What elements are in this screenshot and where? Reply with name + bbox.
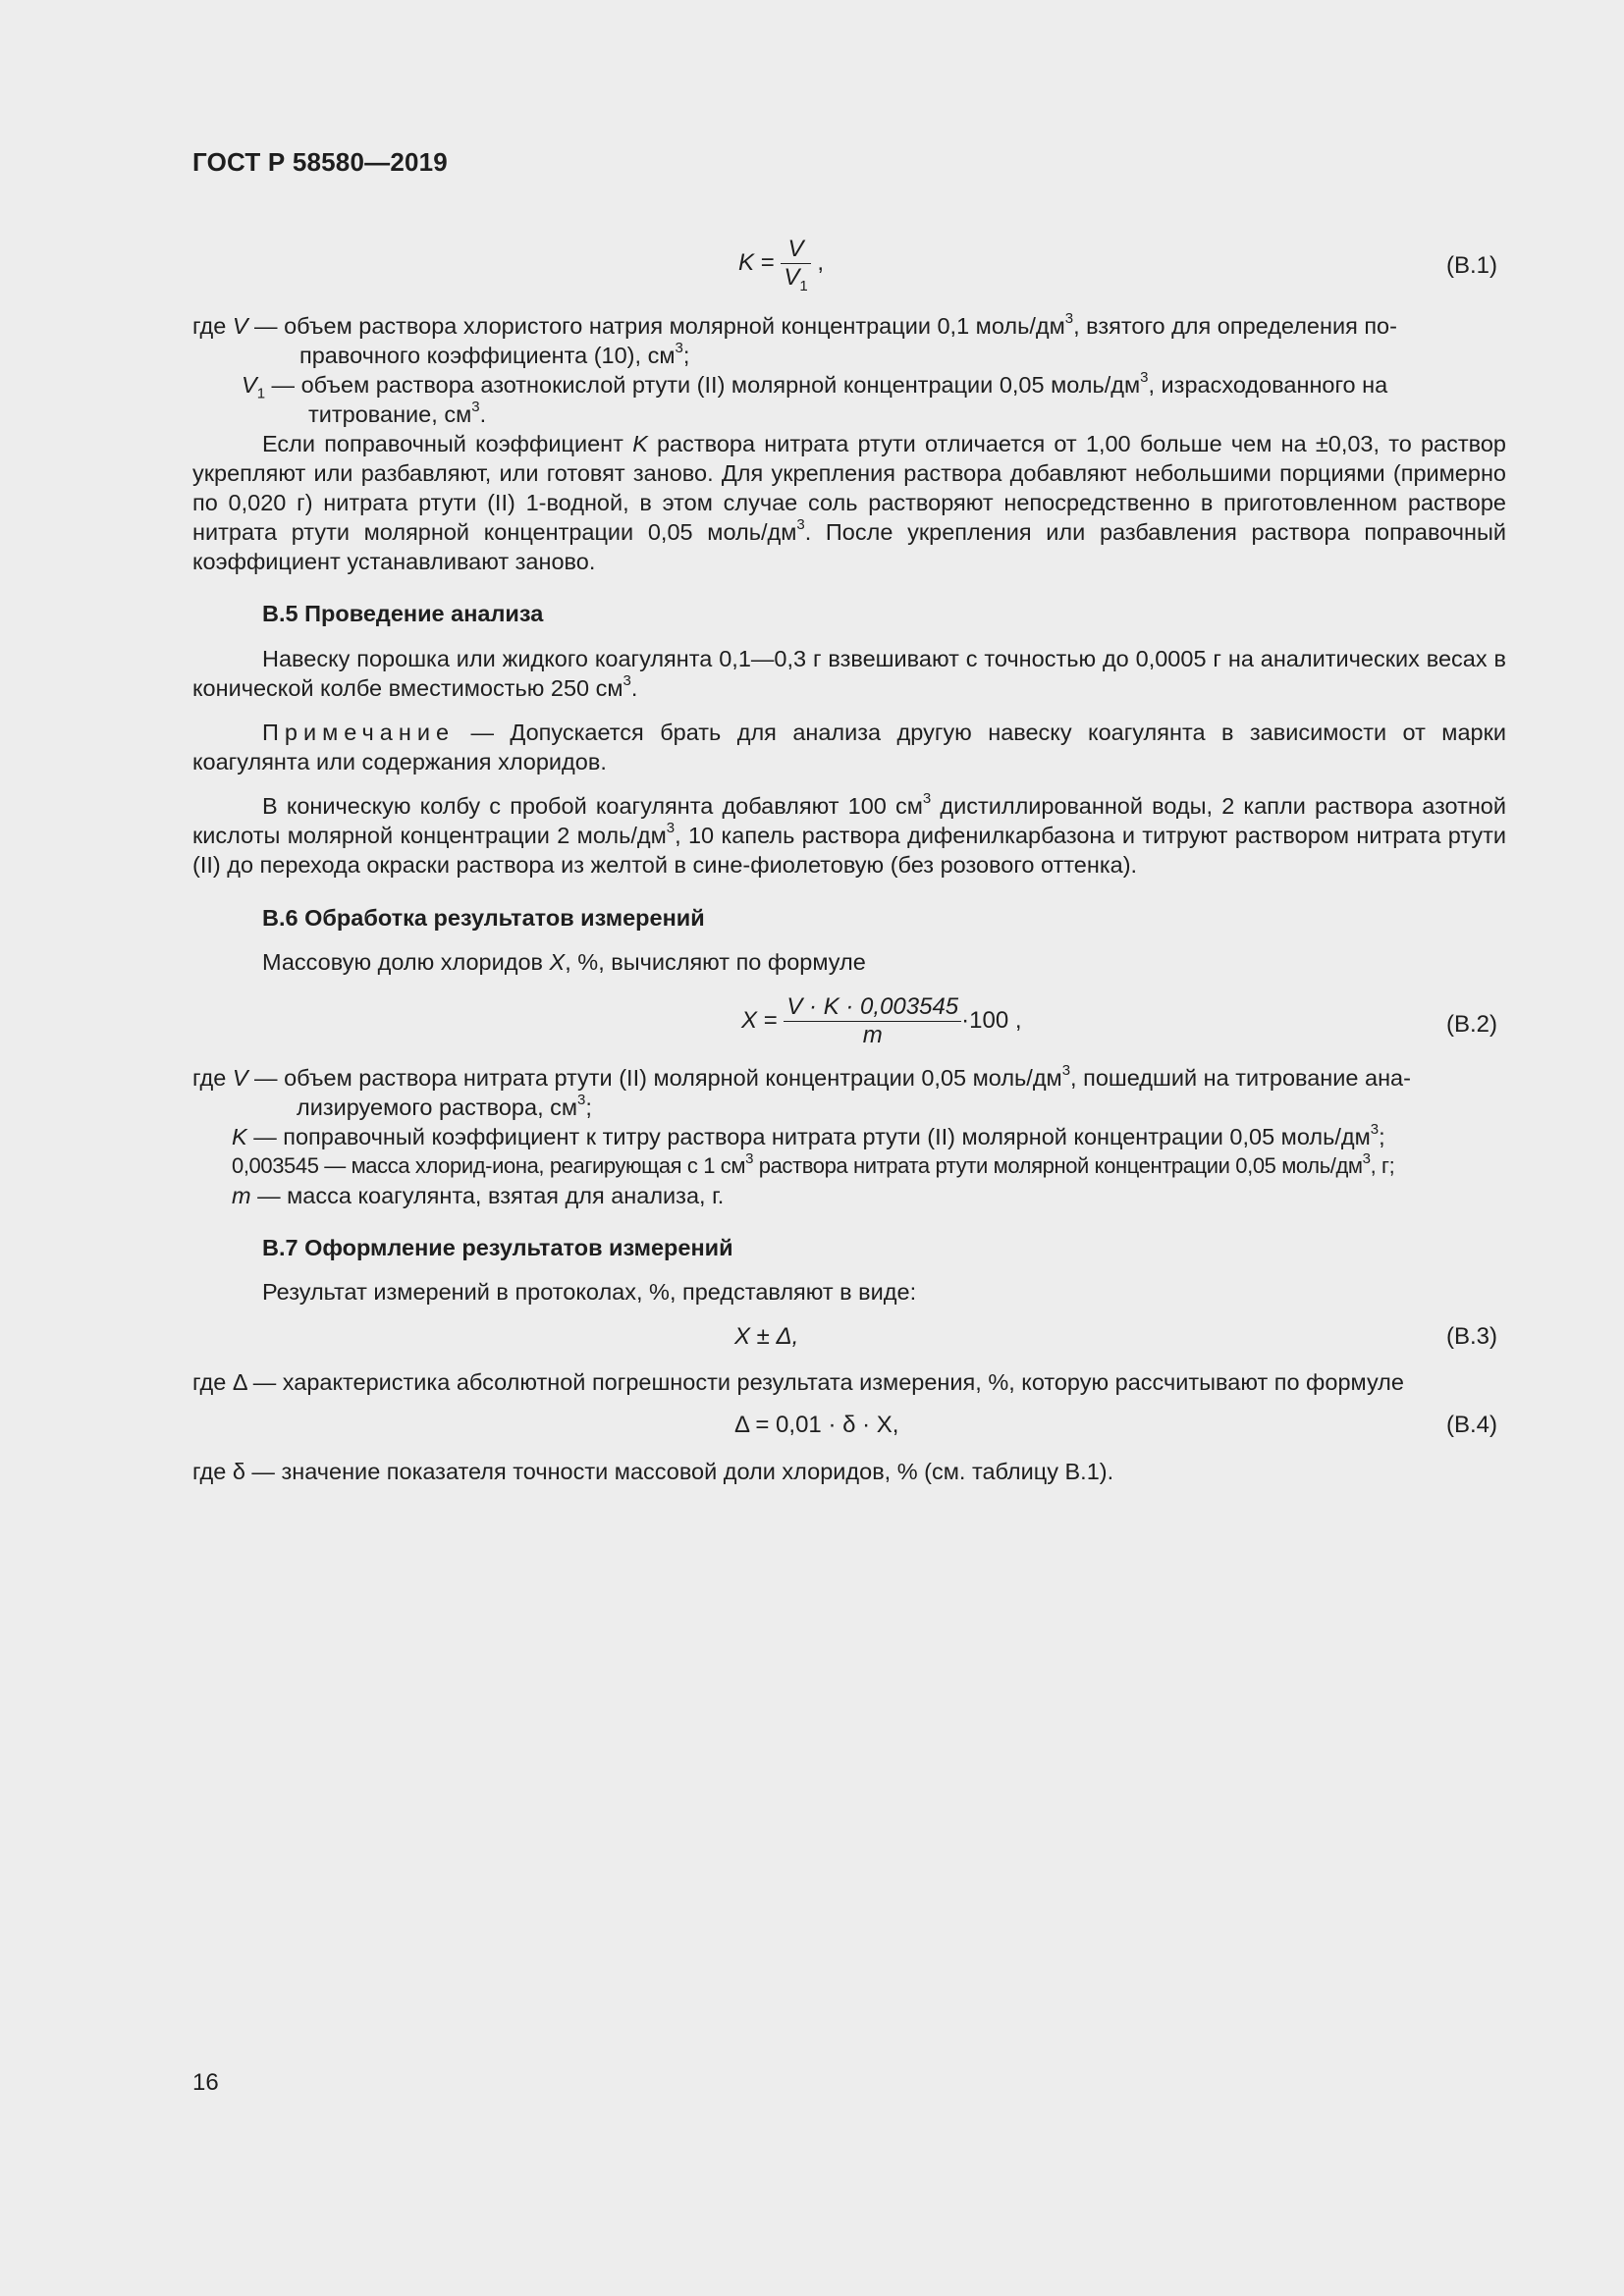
definition-v (192, 311, 1506, 341)
def-text: — объем раствора нитрата ртути (II) молярной концентрации 0,05 моль/дм (247, 1065, 1062, 1091)
superscript: 3 (796, 516, 805, 534)
formula-b4-number: (В.4) (1446, 1412, 1498, 1438)
def-prefix: где (192, 1065, 233, 1091)
superscript: 3 (1064, 310, 1074, 328)
def-text: , г; (1370, 1153, 1395, 1178)
section-b5-note (192, 718, 1506, 776)
note-label: Примечание (262, 720, 456, 745)
subscript: 1 (256, 385, 266, 402)
formula-b1-numerator: V (781, 236, 810, 264)
superscript: 3 (675, 340, 683, 357)
formula-b2-fraction (784, 993, 961, 1049)
definition-constant (192, 1151, 1506, 1181)
para-text: . (630, 675, 638, 701)
def-prefix: где (192, 313, 233, 339)
paragraph-correction (192, 429, 1506, 576)
para-text: Массовую долю хлоридов (262, 949, 550, 975)
section-b6-heading: В.6 Обработка результатов измерений (262, 905, 705, 931)
definition-v1 (192, 370, 1506, 400)
page-number: 16 (192, 2069, 219, 2096)
def-text: ; (585, 1095, 592, 1120)
document-header: ГОСТ Р 58580—2019 (192, 147, 448, 177)
definition-v-cont (192, 341, 1506, 370)
def-text: — поправочный коэффициент к титру раствора нитрата ртути (II) молярной концентрации 0,05 моль/дм (246, 1124, 1371, 1149)
definition-k (192, 1122, 1506, 1151)
section-b5-heading: В.5 Проведение анализа (262, 601, 544, 626)
para-text: В коническую колбу с пробой коагулянта добавляют 100 см (262, 793, 923, 819)
superscript: 3 (471, 399, 480, 416)
formula-b1-den-var: V (784, 264, 800, 291)
formula-b3-number: (В.3) (1446, 1323, 1498, 1350)
para-text: , %, вычисляют по формуле (565, 949, 866, 975)
def-text: 0,003545 — масса хлорид-иона, реагирующая с 1 см (232, 1153, 746, 1178)
definition-v1-cont (192, 400, 1506, 429)
def-text: раствора нитрата ртути молярной концентрации 0,05 моль/дм (753, 1153, 1363, 1178)
formula-b1 (738, 236, 824, 292)
superscript: 3 (745, 1149, 754, 1167)
formula-b2-tail: ·100 , (961, 1006, 1022, 1034)
section-b7 (192, 1233, 1506, 1307)
def-var: V (232, 1065, 248, 1091)
formula-b1-definitions (192, 311, 1506, 576)
para-var: K (632, 431, 648, 456)
def-text: ; (1379, 1124, 1385, 1149)
superscript: 3 (577, 1092, 586, 1109)
def-var: V (232, 313, 248, 339)
def-text: ; (682, 343, 690, 368)
section-b6 (192, 903, 1506, 977)
formula-b1-lhs: K (738, 248, 755, 276)
formula-b2-definitions (192, 1063, 1506, 1210)
def-var: m (232, 1183, 251, 1208)
def-text: — масса коагулянта, взятая для анализа, г. (250, 1183, 725, 1208)
def-text: . (479, 401, 487, 427)
definition-delta: где Δ — характеристика абсолютной погрешности результата измерения, %, которую рассчитывают по формуле (192, 1369, 1404, 1395)
def-var: V (242, 372, 257, 398)
formula-b2-denominator: m (862, 1022, 883, 1048)
formula-b1-equals: = (760, 248, 775, 276)
formula-b1-tail: , (817, 248, 825, 276)
para-text: дистиллированной воды, 2 капли раствора азотной кислоты молярной концентрации 2 моль/дм (192, 793, 1507, 848)
para-text: Если поправочный коэффициент (262, 431, 633, 456)
section-b5-para2 (192, 791, 1506, 880)
definition-v-b2-cont (192, 1093, 1506, 1122)
formula-b1-den-sub: 1 (799, 277, 808, 294)
para-text: Навеску порошка или жидкого коагулянта 0,1—0,3 г взвешивают с точностью до 0,0005 г на аналитических весах в конической колбе вместимостью 250 см (192, 646, 1506, 701)
def-text: , пошедший на титрование ана- (1070, 1065, 1411, 1091)
def-text: , израсходованного на (1148, 372, 1388, 398)
formula-b2 (741, 993, 1022, 1049)
para-text: , 10 капель раствора дифенилкарбазона и титруют раствором нитрата ртути (II) до перехода окраски раствора из желтой в сине-фиолетовую (без розового оттенка). (192, 823, 1506, 878)
para-text: . После укрепления или разбавления раствора поправочный коэффициент устанавливают заново. (192, 519, 1506, 574)
def-text: , взятого для определения по- (1073, 313, 1397, 339)
para-var: X (549, 949, 566, 975)
def-text: — объем раствора хлористого натрия молярной концентрации 0,1 моль/дм (247, 313, 1065, 339)
def-text: правочного коэффициента (10), см (299, 343, 676, 368)
formula-b2-lhs: X (741, 1006, 758, 1034)
def-text: — объем раствора азотнокислой ртути (II) молярной концентрации 0,05 моль/дм (265, 372, 1141, 398)
superscript: 3 (666, 820, 676, 837)
note-text: — Допускается брать для анализа другую навеску коагулянта в зависимости от марки коагулянта или содержания хлоридов. (192, 720, 1506, 774)
formula-b4: Δ = 0,01 · δ · X, (734, 1412, 899, 1438)
superscript: 3 (623, 672, 631, 690)
superscript: 3 (1140, 369, 1149, 387)
section-b7-heading: В.7 Оформление результатов измерений (262, 1235, 733, 1260)
para-text: раствора нитрата ртути отличается от 1,00 больше чем на ±0,03, то раствор укрепляют или разбавляют, или готовят заново. Для укрепления раствора добавляют небольшими порциями (примерно по 0,020 г) нитрата ртути (II) 1-водной, в этом случае соль растворяют непосредственно в приготовленном растворе нитрата ртути молярной концентрации 0,05 моль/дм (192, 431, 1507, 545)
section-b5-para1 (192, 644, 1506, 703)
superscript: 3 (1061, 1062, 1071, 1080)
superscript: 3 (922, 790, 932, 808)
formula-b1-fraction (781, 236, 810, 292)
superscript: 3 (1370, 1121, 1380, 1139)
def-text: титрование, см (308, 401, 472, 427)
superscript: 3 (1362, 1149, 1371, 1167)
formula-b2-numerator: V · K · 0,003545 (784, 993, 961, 1022)
formula-b2-equals: = (763, 1006, 778, 1034)
formula-b3: X ± Δ, (734, 1323, 799, 1350)
definition-v-b2 (192, 1063, 1506, 1093)
definition-m (192, 1181, 1506, 1210)
def-text: лизируемого раствора, см (297, 1095, 578, 1120)
section-b7-intro: Результат измерений в протоколах, %, представляют в виде: (262, 1279, 917, 1305)
section-b5 (192, 599, 1506, 880)
section-b6-intro (192, 947, 1506, 977)
formula-b1-denominator (781, 264, 810, 292)
formula-b2-number: (В.2) (1446, 1011, 1498, 1038)
definition-small-delta: где δ — значение показателя точности массовой доли хлоридов, % (см. таблицу В.1). (192, 1459, 1114, 1484)
def-var: K (232, 1124, 247, 1149)
formula-b1-number: (В.1) (1446, 252, 1498, 279)
